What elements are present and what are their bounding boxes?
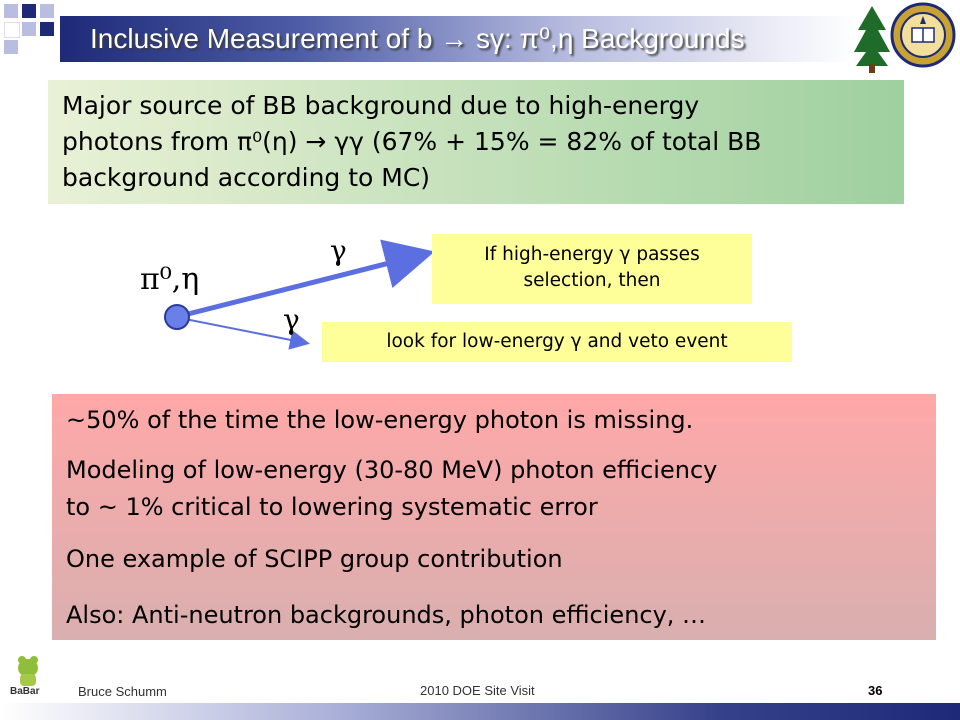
footer-bar — [0, 703, 960, 720]
babar-logo-text: BaBar — [10, 686, 40, 697]
slide-title: Inclusive Measurement of b → sγ: π⁰,η Backgrounds — [90, 23, 745, 54]
high-energy-note — [432, 234, 752, 304]
lower-photon-label: γ — [283, 303, 300, 336]
point-text: to ~ 1% critical to lowering systematic error — [66, 493, 598, 521]
point-text: One example of SCIPP group contribution — [66, 545, 563, 573]
high-energy-note-line: If high-energy γ passes — [484, 244, 700, 265]
point-text: Modeling of low-energy (30-80 MeV) photon efficiency — [66, 456, 718, 484]
intro-line: Major source of BB background due to high-energy — [62, 91, 700, 120]
footer-event: 2010 DOE Site Visit — [420, 683, 535, 698]
low-energy-note: look for low-energy γ and veto event — [322, 322, 792, 362]
intro-line: background according to MC) — [62, 163, 431, 192]
point-text: ~50% of the time the low-energy photon is missing. — [66, 406, 694, 434]
particle-dot — [165, 305, 189, 329]
high-energy-note-line: selection, then — [523, 270, 661, 291]
source-particle-label: π⁰,η — [140, 262, 200, 297]
point-text: Also: Anti-neutron backgrounds, photon efficiency, … — [66, 601, 707, 629]
page-number: 36 — [868, 683, 883, 698]
intro-line: photons from π⁰(η) → γγ (67% + 15% = 82% of total BB — [62, 127, 762, 156]
footer-author: Bruce Schumm — [78, 684, 167, 699]
babar-logo — [8, 654, 48, 698]
upper-photon-label: γ — [330, 234, 347, 267]
high-energy-photon-arrow — [180, 254, 425, 316]
